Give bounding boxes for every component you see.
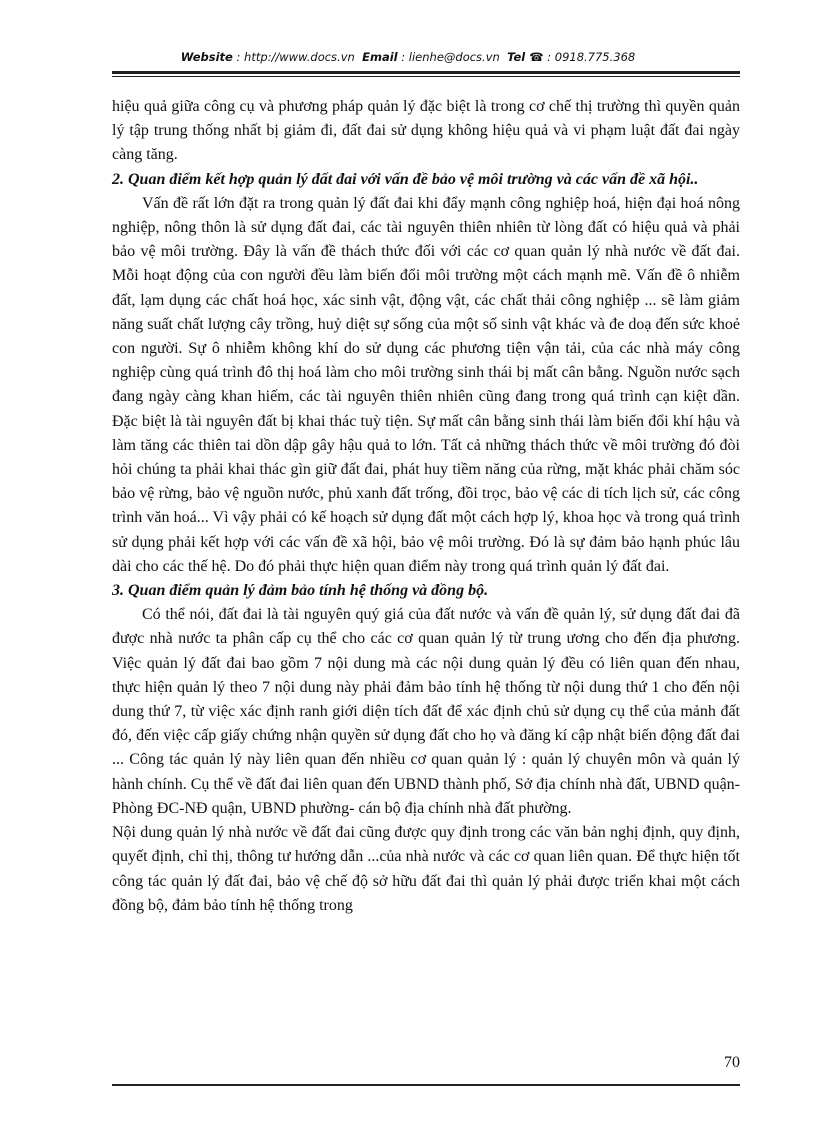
footer-divider — [112, 1084, 740, 1086]
page-number: 70 — [724, 1054, 740, 1071]
website-label: Website — [180, 50, 233, 64]
page-header — [0, 50, 816, 64]
body-paragraph: Vấn đề rất lớn đặt ra trong quản lý đất đai khi đẩy mạnh công nghiệp hoá, hiện đại hoá nông nghiệp, nông thôn là sử dụng đất đai, các tài nguyên thiên nhiên từ lòng đất có hiệu quả và phải bảo vệ môi trường. Đây là vấn đề thách thức đối với các cơ quan quản lý nhà nước về đất đai. Mỗi hoạt động của con người đều làm biến đổi môi trường một cách mạnh mẽ. Vấn đề ô nhiễm đất, lạm dụng các chất hoá học, xác sinh vật, động vật, các chất thải công nghiệp ... sẽ làm giảm năng suất chất lượng cây trồng, huỷ diệt sự sống của một số sinh vật khác và đe doạ đến sức khoẻ con người. Sự ô nhiễm không khí do sử dụng các phương tiện vận tải, của các nhà máy công nghiệp cùng quá trình đô thị hoá làm cho môi trường sinh thái bị mất cân bằng. Nguồn nước sạch đang ngày càng khan hiếm, các tài nguyên thiên nhiên cũng đang trong quá trình cạn kiệt dần. Đặc biệt là tài nguyên đất bị khai thác tuỳ tiện. Sự mất cân bằng sinh thái làm biến đổi khí hậu và làm tăng các thiên tai dồn dập gây hậu quả to lớn. Tất cả những thách thức về môi trường đó đòi hỏi chúng ta phải khai thác gìn giữ đất đai, phát huy tiềm năng của rừng, mặt khác phải chăm sóc bảo vệ rừng, bảo vệ nguồn nước, phủ xanh đất trống, đồi trọc, bảo vệ các di tích lịch sử, các công trình văn hoá... Vì vậy phải có kế hoạch sử dụng đất một cách hợp lý, khoa học và trong quá trình sử dụng phải kết hợp với các vấn đề xã hội, bảo vệ môi trường. Đó là sự đảm bảo hạnh phúc lâu dài cho các thế hệ. Do đó phải thực hiện quan điểm này trong quá trình quản lý đất đai. — [112, 194, 740, 575]
body-paragraph: Có thể nói, đất đai là tài nguyên quý giá của đất nước và vấn đề quản lý, sử dụng đất đai đã được nhà nước ta phân cấp cụ thể cho các cơ quan quản lý từ trung ương cho đến địa phương. Việc quản lý đất đai bao gồm 7 nội dung mà các nội dung quản lý đều có liên quan đến nhau, thực hiện quản lý theo 7 nội dung này phải đảm bảo tính hệ thống từ nội dung thứ 1 cho đến nội dung thứ 7, từ việc xác định ranh giới diện tích đất để xác định chủ sử dụng cụ thể của mảnh đất đó, đến việc cấp giấy chứng nhận quyền sử dụng đất cho họ và đăng kí cập nhật biến động đất đai ... Công tác quản lý này liên quan đến nhiều cơ quan quản lý : quản lý chuyên môn và quản lý hành chính. Cụ thể về đất đai liên quan đến UBND thành phố, Sở địa chính nhà đất, UBND quận- Phòng ĐC-NĐ quận, UBND phường- cán bộ địa chính nhà đất phường. — [112, 606, 740, 817]
body-paragraph: Nội dung quản lý nhà nước về đất đai cũng được quy định trong các văn bản nghị định, quy định, quyết định, chỉ thị, thông tư hướng dẫn ...của nhà nước và các cơ quan liên quan. Để thực hiện tốt công tác quản lý đất đai, bảo vệ chế độ sở hữu đất đai thì quản lý phải được triển khai một cách đồng bộ, đảm bảo tính hệ thống trong — [112, 824, 740, 914]
body-paragraph: hiệu quả giữa công cụ và phương pháp quản lý đặc biệt là trong cơ chế thị trường thì quyền quản lý tập trung thống nhất bị giảm đi, đất đai sử dụng không hiệu quả và vi phạm luật đất đai ngày càng tăng. — [112, 98, 740, 164]
document-body — [112, 95, 740, 918]
section-heading: 3. Quan điểm quản lý đảm bảo tính hệ thống và đồng bộ. — [112, 582, 489, 600]
email-label: Email — [362, 50, 398, 64]
website-url: : http://www.docs.vn — [236, 50, 355, 64]
tel-number: : 0918.775.368 — [547, 50, 636, 64]
tel-label: Tel ☎ — [507, 50, 544, 64]
email-address: : lienhe@docs.vn — [401, 50, 500, 64]
header-divider-thick — [112, 71, 740, 74]
header-divider-thin — [112, 76, 740, 77]
section-heading: 2. Quan điểm kết hợp quản lý đất đai với vấn đề bảo vệ môi trường và các vấn đề xã hội.. — [112, 170, 699, 188]
